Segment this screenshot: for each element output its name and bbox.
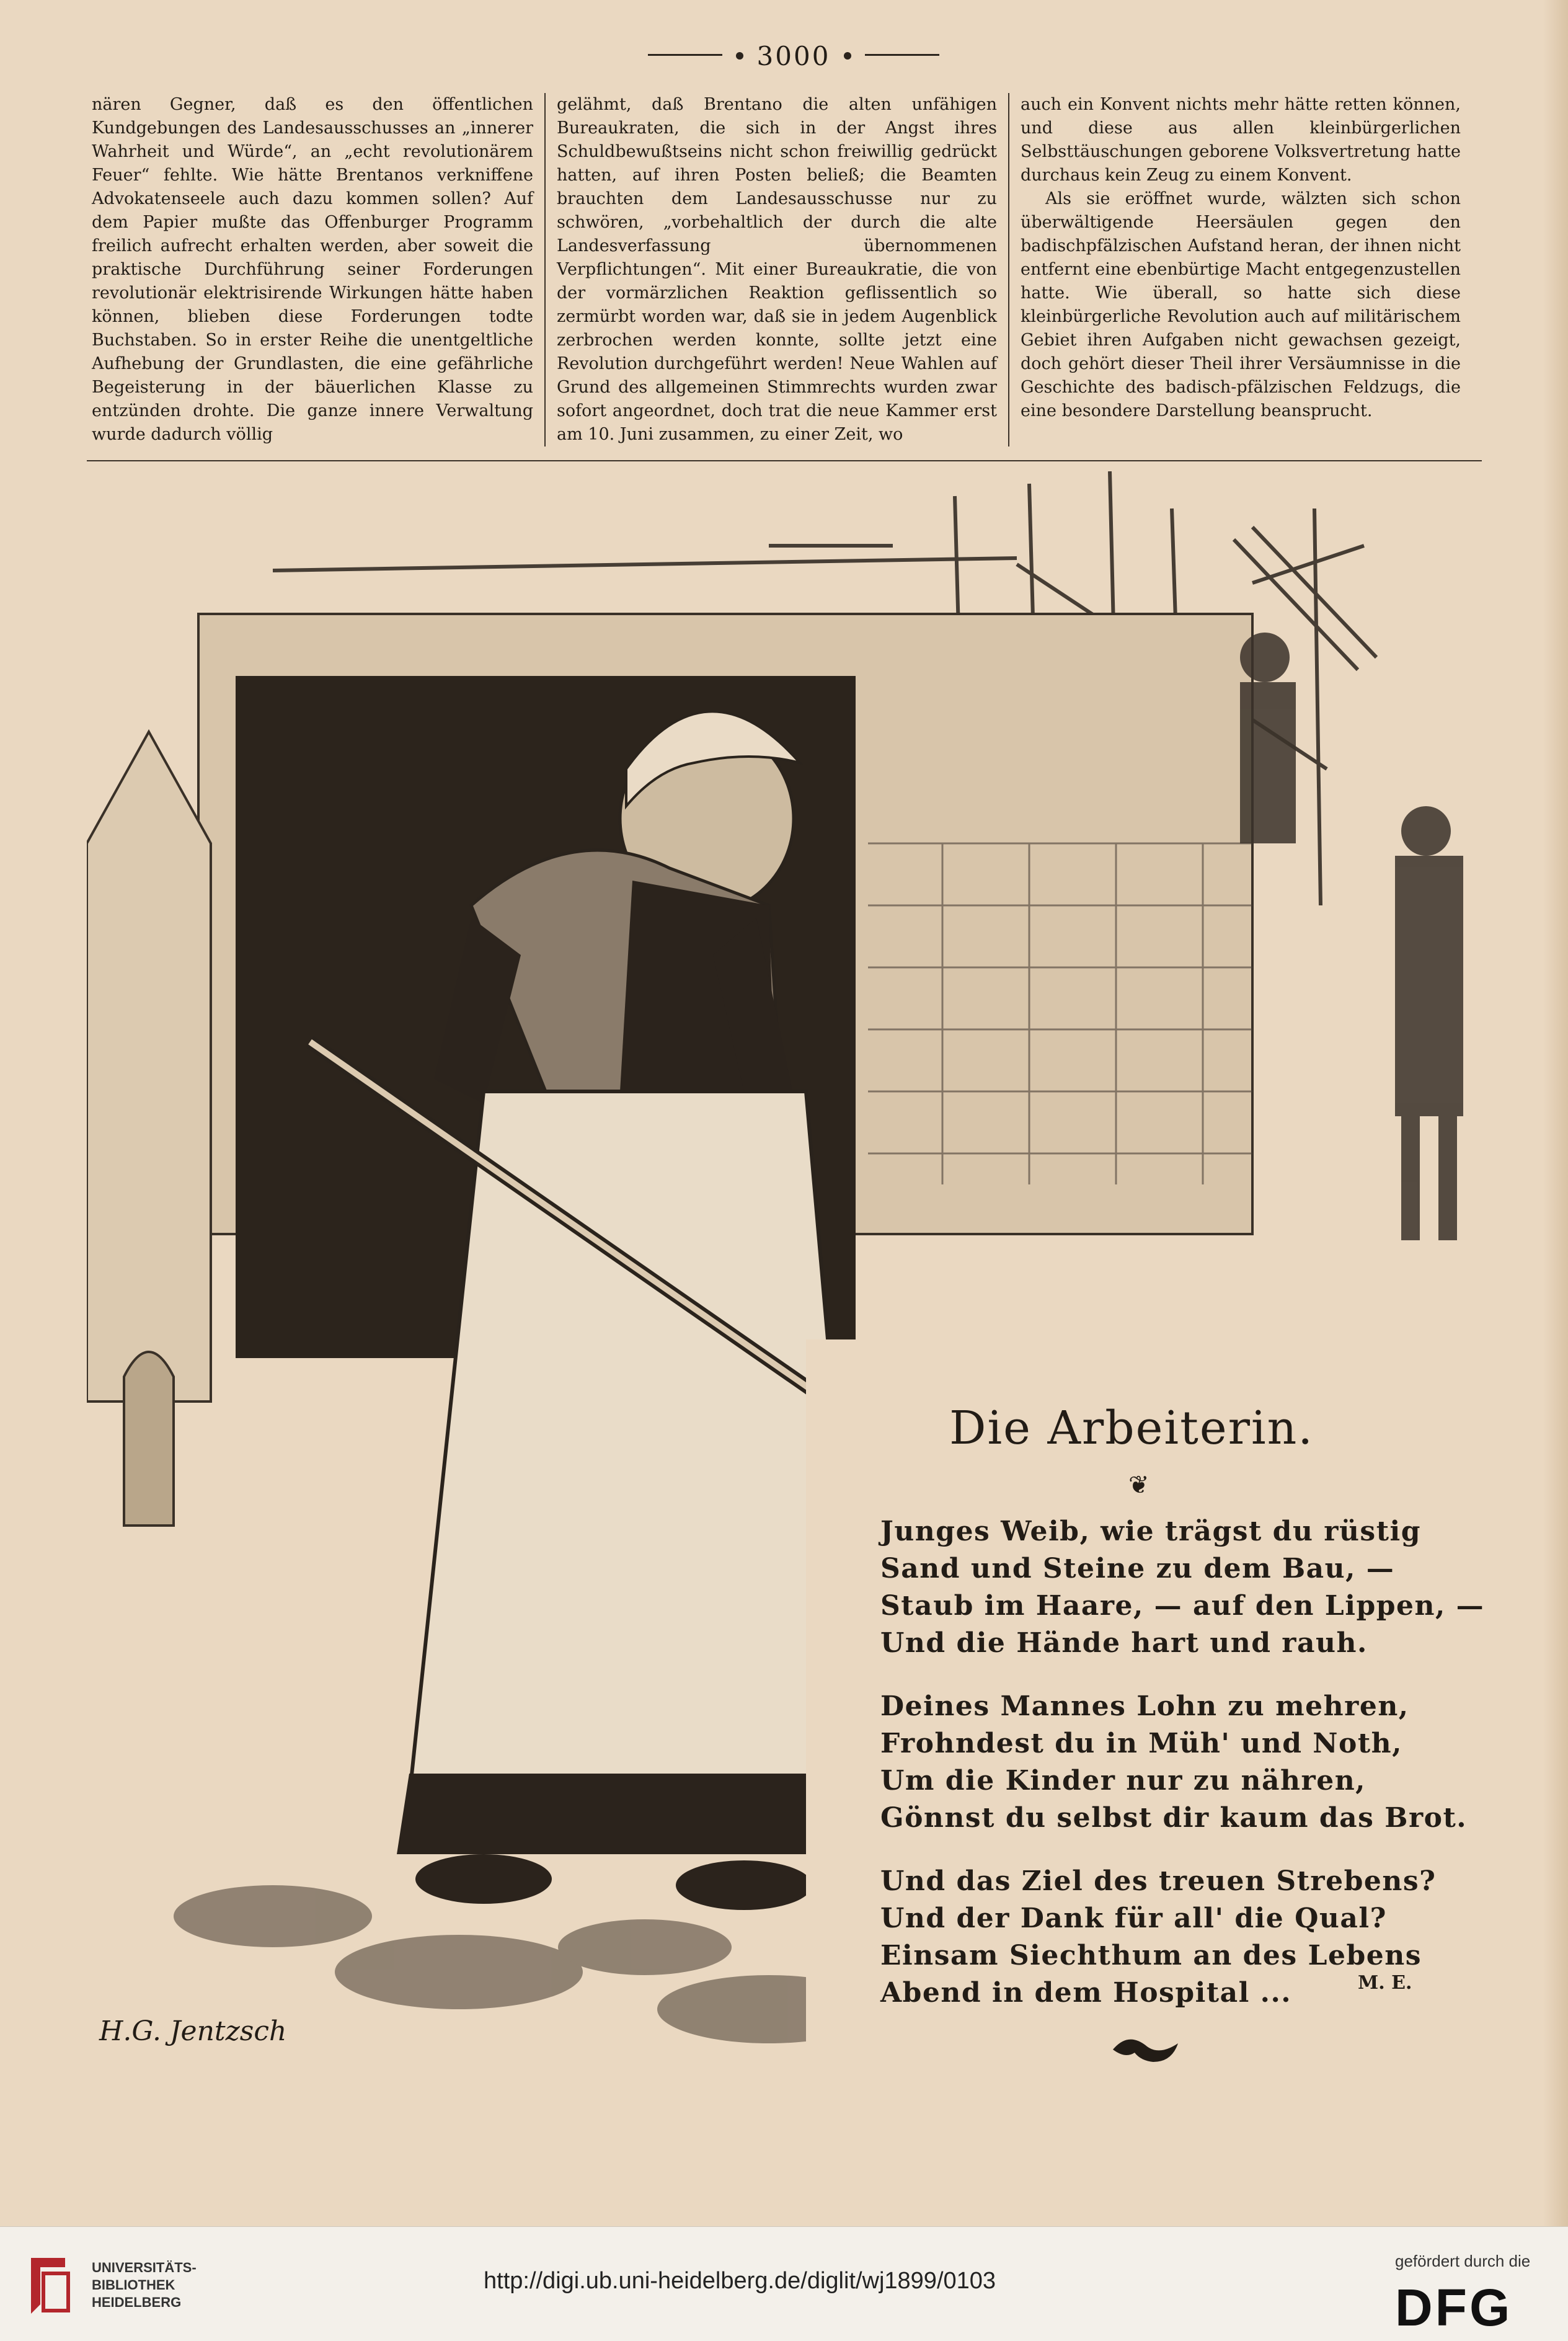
page-number: 3000 <box>756 40 831 71</box>
page-header <box>620 37 967 74</box>
poem-line: Und das Ziel des treuen Strebens? <box>880 1865 1437 1897</box>
artist-signature: H.G. Jentzsch <box>99 2015 287 2047</box>
library-name <box>92 2259 197 2311</box>
poem-title-ornament: ❦ <box>1128 1471 1149 1499</box>
library-name-line-3: HEIDELBERG <box>92 2294 182 2310</box>
poem-line: Junges Weib, wie trägst du rüstig <box>880 1516 1422 1547</box>
poem-line: Einsam Siechthum an des Lebens <box>880 1940 1422 1971</box>
poem-line: Gönnst du selbst dir kaum das Brot. <box>880 1802 1468 1834</box>
poem-line: Abend in dem Hospital ... <box>880 1977 1292 2009</box>
header-right-dot <box>844 52 851 60</box>
library-name-line-1: UNIVERSITÄTS- <box>92 2260 197 2275</box>
column-1-paragraph: nären Gegner, daß es den öffentlichen Kundgebungen des Landesausschusses an „innerer Wahrheit und Würde“, an „echt revolutionärem Feuer“ fehlte. Wie hätte Brentanos verkniffene Advokatenseele auch dazu kommen sollen? Auf dem Papier mußte das Offenburger Programm freilich aufrecht erhalten werden, aber soweit die praktische Durchführung seiner Forderungen revolutionär elektrisirende Wirkungen hätte haben können, blieben diese Forderungen todte Buchstaben. So in erster Reihe die unentgeltliche Aufhebung der Grundlasten, die eine gefährliche Begeisterung in der bäuerlichen Klasse zu entzünden drohte. Die ganze innere Verwaltung wurde dadurch völlig <box>92 95 533 444</box>
footer-bar <box>0 2226 1568 2341</box>
poem-line: Um die Kinder nur zu nähren, <box>880 1765 1366 1797</box>
header-left-dot <box>736 52 743 60</box>
section-divider <box>87 460 1482 461</box>
library-name-line-2: BIBLIOTHEK <box>92 2277 175 2293</box>
poem-line: Und die Hände hart und rauh. <box>880 1627 1368 1659</box>
text-column-2 <box>544 93 1008 446</box>
header-right-ornament <box>865 54 939 58</box>
column-3-paragraph-2: Als sie eröffnet wurde, wälzten sich schon überwältigende Heersäulen gegen den badischpfälzischen Aufstand heran, der ihnen nicht entfernt eine ebenbürtige Macht entgegenzustellen hatte. Wie überall, so hatte sich diese kleinbürgerliche Revolution auch auf militärischem Gebiet ihren Aufgaben nicht gewachsen gezeigt, doch gehört dieser Theil ihrer Versäumnisse in die Geschichte des badisch-pfälzischen Feldzugs, die eine besondere Darstellung beansprucht. <box>1021 189 1461 420</box>
poem-author: M. E. <box>1358 1972 1412 1994</box>
poem-line: Und der Dank für all' die Qual? <box>880 1903 1387 1934</box>
dfg-logo: DFG <box>1395 2278 1513 2337</box>
header-left-ornament <box>648 54 722 58</box>
poem-line: Sand und Steine zu dem Bau, — <box>880 1553 1395 1584</box>
permalink-url[interactable]: http://digi.ub.uni-heidelberg.de/diglit/wj1899/0103 <box>484 2268 996 2294</box>
poem-line: Deines Mannes Lohn zu mehren, <box>880 1690 1409 1722</box>
poem-line: Staub im Haare, — auf den Lippen, — <box>880 1590 1485 1622</box>
poem-stanza-2 <box>880 1688 1468 1837</box>
article-columns <box>81 93 1482 446</box>
page-edge-shadow <box>1543 0 1568 2226</box>
text-column-3 <box>1008 93 1472 446</box>
poem-line: Frohndest du in Müh' und Noth, <box>880 1728 1402 1759</box>
column-2-paragraph: gelähmt, daß Brentano die alten unfähigen Bureaukraten, die sich in der Angst ihres Schuldbewußtseins nicht schon freiwillig gedrückt hatten, auf ihren Posten beließ; die Beamten brauchten dem Landesausschusse nur zu schwören, „vorbehaltlich der durch die alte Landesverfassung übernommenen Verpflichtungen“. Mit einer Bureaukratie, die von der vormärzlichen Reaktion geflissentlich so zermürbt worden war, daß sie in jedem Augenblick zerbrochen werden konnte, sollte jetzt eine Revolution durchgeführt werden! Neue Wahlen auf Grund des allgemeinen Stimmrechts wurden zwar sofort angeordnet, doch trat die neue Kammer erst am 10. Juni zusammen, zu einer Zeit, wo <box>557 95 997 444</box>
end-ornament-icon <box>1110 2025 1184 2068</box>
column-3-paragraph-1: auch ein Konvent nichts mehr hätte retten können, und diese aus allen kleinbürgerlichen Selbsttäuschungen geborene Volksvertretung hatte durchaus kein Zeug zu einem Konvent. <box>1021 95 1461 185</box>
poem-title: Die Arbeiterin. <box>949 1401 1314 1455</box>
poem-stanza-1 <box>880 1513 1485 1662</box>
university-library-logo-icon <box>19 2252 78 2320</box>
funded-by-label: gefördert durch die <box>1395 2252 1531 2270</box>
text-column-1 <box>81 93 544 446</box>
poem-body <box>880 1513 1485 2038</box>
